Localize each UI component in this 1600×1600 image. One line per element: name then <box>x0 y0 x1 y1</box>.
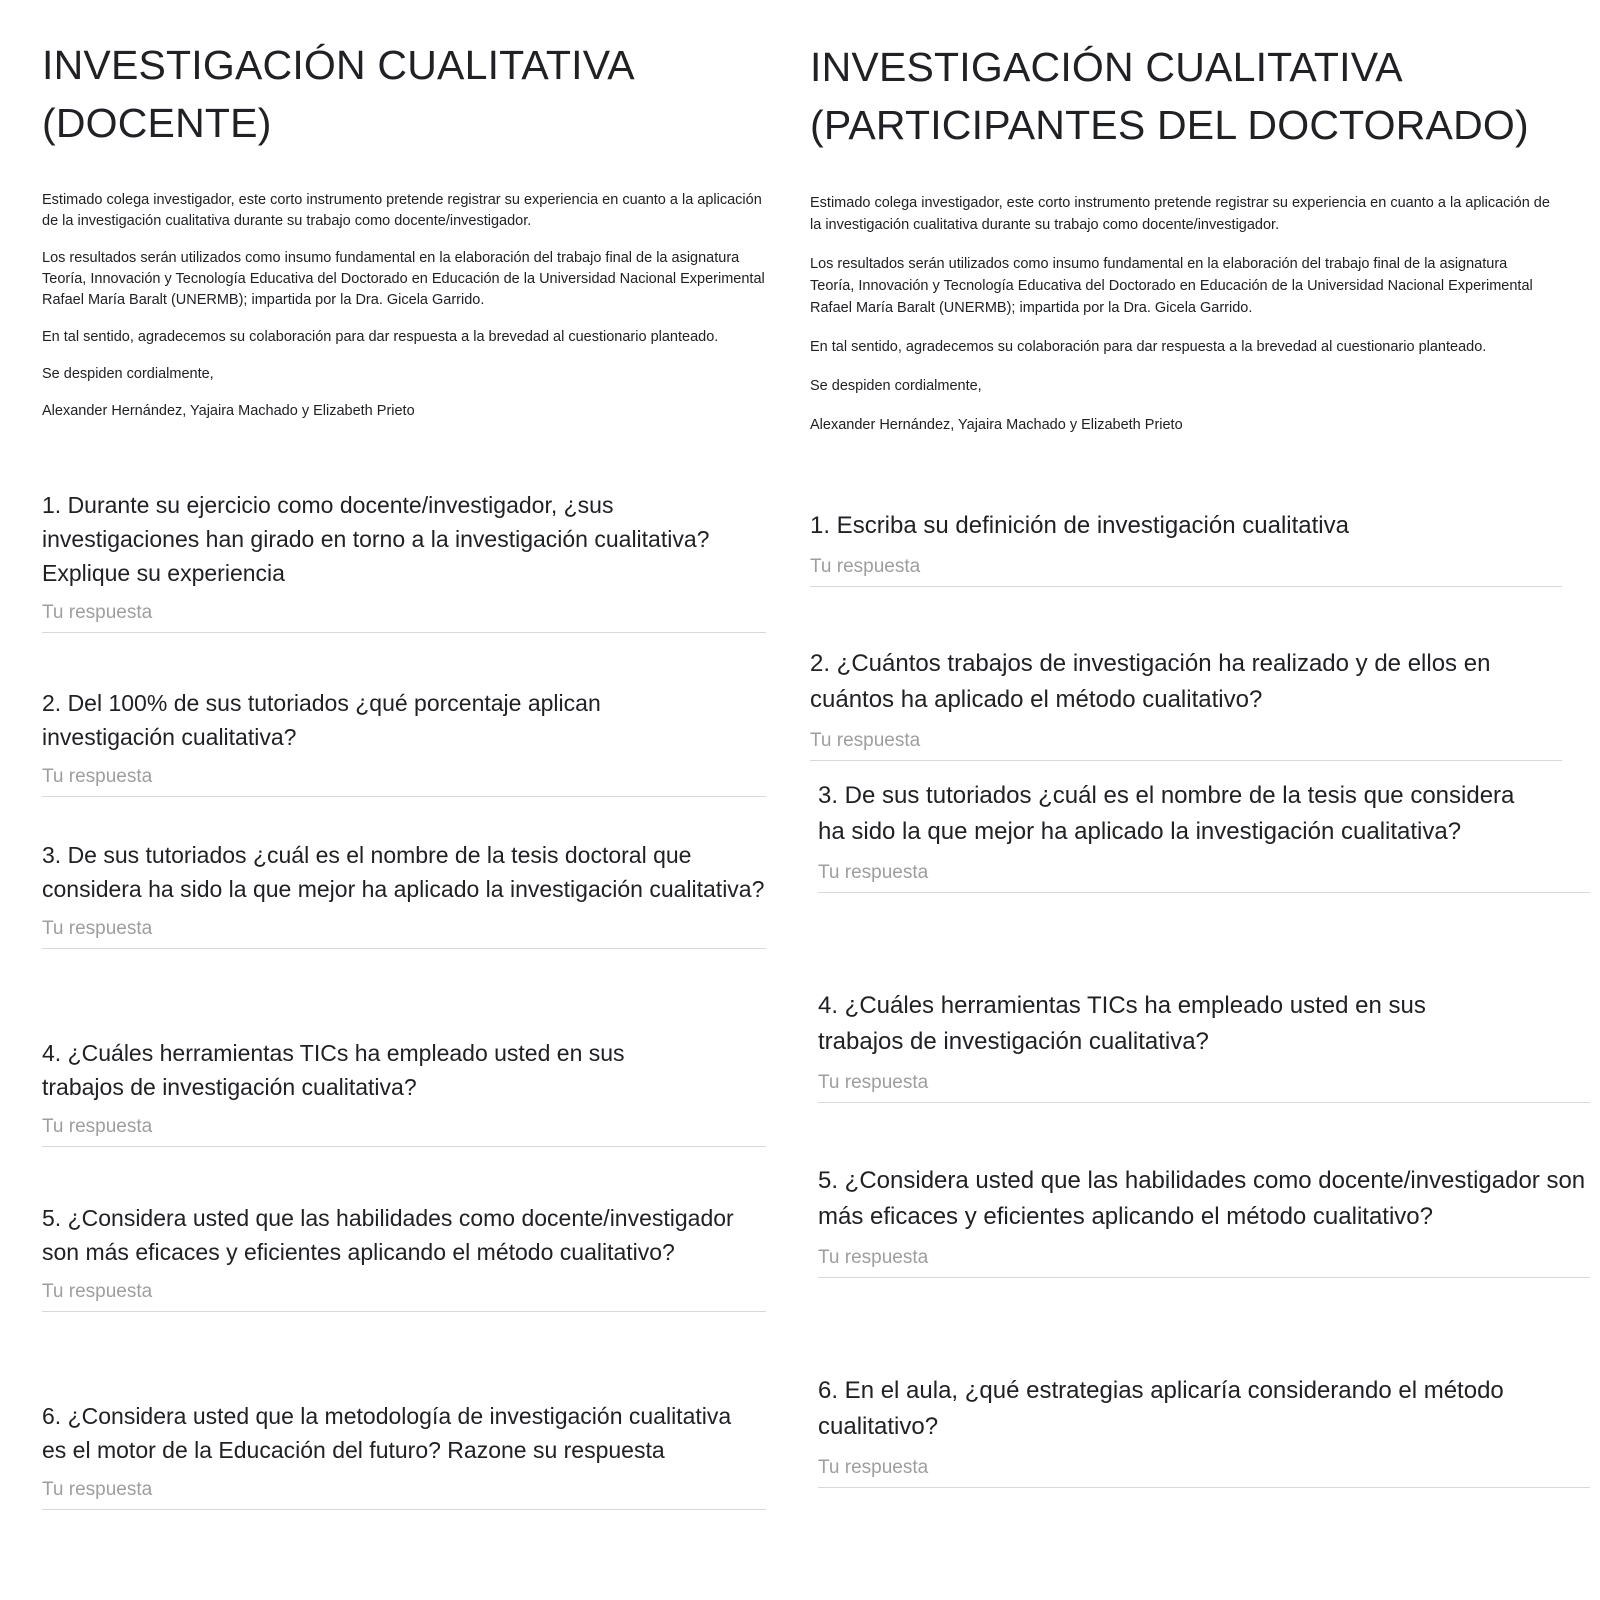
question-5 <box>818 1163 1590 1278</box>
question-text: 1. Escriba su definición de investigación cualitativa <box>810 512 1349 539</box>
answer-input[interactable]: Tu respuesta <box>42 1116 766 1147</box>
question-2 <box>810 646 1562 761</box>
question-text: 1. Durante su ejercicio como docente/investigador, ¿sus investigaciones han girado en torno a la investigación cualitativa? Explique su experiencia <box>42 492 710 586</box>
form-title: INVESTIGACIÓN CUALITATIVA (DOCENTE) <box>42 42 633 146</box>
answer-input[interactable]: Tu respuesta <box>42 602 766 633</box>
question-3 <box>818 778 1590 893</box>
intro-paragraph: En tal sentido, agradecemos su colaboración para dar respuesta a la brevedad al cuestionario planteado. <box>42 329 719 345</box>
answer-input[interactable]: Tu respuesta <box>42 766 766 797</box>
question-2 <box>42 686 766 797</box>
question-text: 4. ¿Cuáles herramientas TICs ha empleado usted en sus trabajos de investigación cualitativa? <box>42 1040 625 1100</box>
intro-paragraph: Estimado colega investigador, este corto instrumento pretende registrar su experiencia en cuanto a la aplicación de la investigación cualitativa durante su trabajo como docente/investigador. <box>810 195 1550 233</box>
question-text: 3. De sus tutoriados ¿cuál es el nombre de la tesis que considera ha sido la que mejor ha aplicado la investigación cualitativa? <box>818 782 1515 845</box>
question-6 <box>42 1399 766 1510</box>
answer-input[interactable]: Tu respuesta <box>818 1247 1590 1278</box>
question-text: 6. ¿Considera usted que la metodología de investigación cualitativa es el motor de la Educación del futuro? Razone su respuesta <box>42 1403 732 1463</box>
intro-paragraph: Alexander Hernández, Yajaira Machado y Elizabeth Prieto <box>810 417 1183 433</box>
intro-paragraph: Los resultados serán utilizados como insumo fundamental en la elaboración del trabajo final de la asignatura Teoría, Innovación y Tecnología Educativa del Doctorado en Educación de la Universidad Nacional Experimental Rafael María Baralt (UNERMB); impartida por la Dra. Gicela Garrido. <box>810 256 1533 316</box>
answer-input[interactable]: Tu respuesta <box>42 1479 766 1510</box>
form-title: INVESTIGACIÓN CUALITATIVA (PARTICIPANTES DEL DOCTORADO) <box>810 44 1529 148</box>
intro-paragraph: En tal sentido, agradecemos su colaboración para dar respuesta a la brevedad al cuestionario planteado. <box>810 339 1487 355</box>
form-docente <box>42 0 766 438</box>
form-description <box>810 192 1550 436</box>
answer-input[interactable]: Tu respuesta <box>818 1072 1590 1103</box>
answer-input[interactable]: Tu respuesta <box>818 1457 1590 1488</box>
intro-paragraph: Alexander Hernández, Yajaira Machado y Elizabeth Prieto <box>42 403 415 419</box>
answer-input[interactable]: Tu respuesta <box>810 730 1562 761</box>
intro-paragraph: Los resultados serán utilizados como insumo fundamental en la elaboración del trabajo final de la asignatura Teoría, Innovación y Tecnología Educativa del Doctorado en Educación de la Universidad Nacional Experimental Rafael María Baralt (UNERMB); impartida por la Dra. Gicela Garrido. <box>42 250 765 308</box>
answer-input[interactable]: Tu respuesta <box>42 918 766 949</box>
answer-input[interactable]: Tu respuesta <box>818 862 1590 893</box>
question-3 <box>42 838 766 949</box>
question-4 <box>42 1036 766 1147</box>
question-1 <box>42 488 766 633</box>
question-4 <box>818 988 1590 1103</box>
question-text: 3. De sus tutoriados ¿cuál es el nombre de la tesis doctoral que considera ha sido la que mejor ha aplicado la investigación cualitativa? <box>42 842 765 902</box>
intro-paragraph: Estimado colega investigador, este corto instrumento pretende registrar su experiencia en cuanto a la aplicación de la investigación cualitativa durante su trabajo como docente/investigador. <box>42 192 762 229</box>
form-description <box>42 190 766 422</box>
intro-paragraph: Se despiden cordialmente, <box>42 366 214 382</box>
question-1 <box>810 508 1562 587</box>
question-text: 4. ¿Cuáles herramientas TICs ha empleado usted en sus trabajos de investigación cualitativa? <box>818 992 1426 1055</box>
answer-input[interactable]: Tu respuesta <box>42 1281 766 1312</box>
question-text: 2. ¿Cuántos trabajos de investigación ha realizado y de ellos en cuántos ha aplicado el método cualitativo? <box>810 650 1491 713</box>
question-text: 2. Del 100% de sus tutoriados ¿qué porcentaje aplican investigación cualitativa? <box>42 690 601 750</box>
form-participantes <box>810 0 1590 453</box>
intro-paragraph: Se despiden cordialmente, <box>810 378 982 394</box>
answer-input[interactable]: Tu respuesta <box>810 556 1562 587</box>
question-text: 6. En el aula, ¿qué estrategias aplicaría considerando el método cualitativo? <box>818 1377 1504 1440</box>
question-text: 5. ¿Considera usted que las habilidades como docente/investigador son más eficaces y eficientes aplicando el método cualitativo? <box>42 1205 734 1265</box>
question-text: 5. ¿Considera usted que las habilidades como docente/investigador son más eficaces y eficientes aplicando el método cualitativo? <box>818 1167 1586 1230</box>
question-6 <box>818 1373 1590 1488</box>
question-5 <box>42 1201 766 1312</box>
